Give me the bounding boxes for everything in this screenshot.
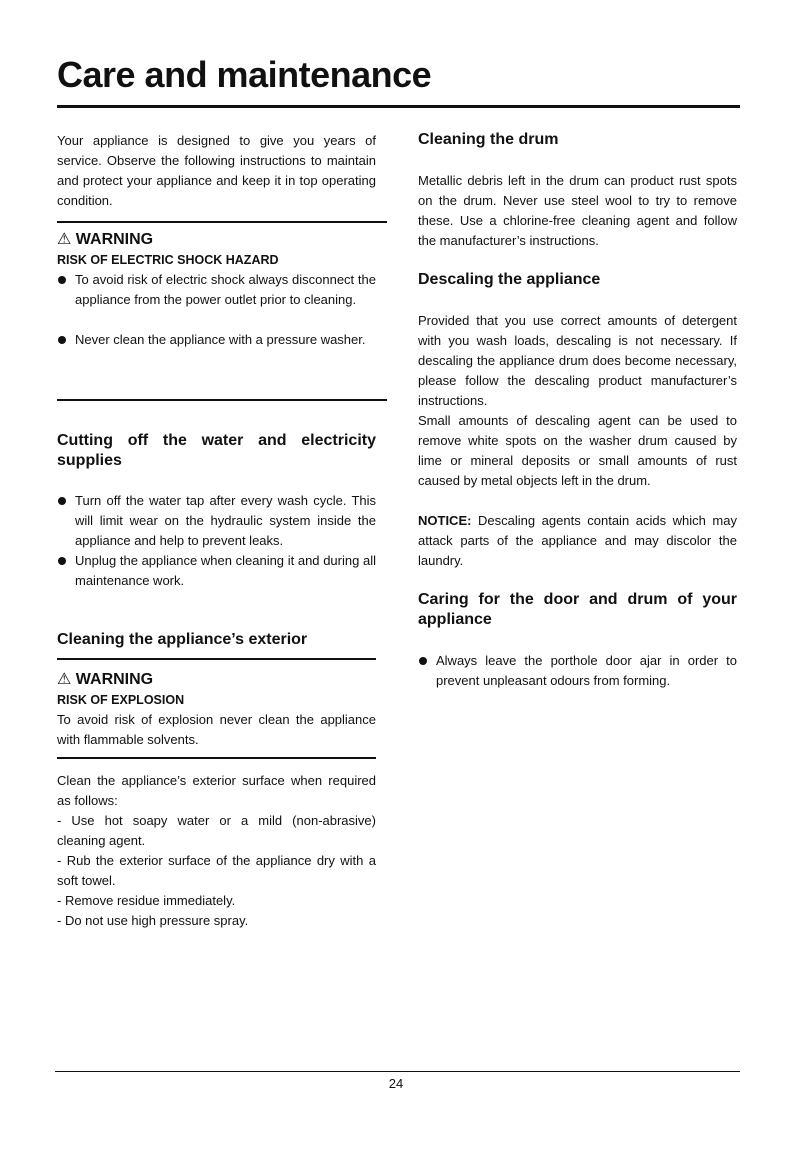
bullet-icon xyxy=(419,657,427,665)
list-item: Always leave the porthole door ajar in order to prevent unpleasant odours from forming. xyxy=(418,651,737,691)
section-heading: Cutting off the water and electricity supplies xyxy=(57,432,376,469)
warning-label: WARNING xyxy=(75,231,154,248)
warning-rule-bottom xyxy=(57,399,387,401)
notice: NOTICE: Descaling agents contain acids which may attack parts of the appliance and may discolor the laundry. xyxy=(418,513,737,568)
exterior-instructions: Clean the appliance’s exterior surface when required as follows: - Use hot soapy water or a mild (non-abrasive) cleaning agent. - Rub the exterior surface of the appliance dry with a soft towel. - Remove residue immediately. - Do not use high pressure spray. xyxy=(57,773,376,928)
bullet-icon xyxy=(58,557,66,565)
drum-paragraph: Metallic debris left in the drum can product rust spots on the drum. Never use steel wool to try to remove these. Use a chlorine-free cleaning agent and follow the manufacturer’s instructions. xyxy=(418,173,737,248)
section-heading: Cleaning the drum xyxy=(418,131,559,148)
list-item: Turn off the water tap after every wash cycle. This will limit wear on the hydraulic system inside the appliance and help to prevent leaks. xyxy=(57,491,376,551)
section-heading: Descaling the appliance xyxy=(418,271,601,288)
risk-label: RISK OF ELECTRIC SHOCK HAZARD xyxy=(57,253,279,267)
warning-rule-top xyxy=(57,221,387,223)
list-item: Unplug the appliance when cleaning it and during all maintenance work. xyxy=(57,551,376,591)
list-item: To avoid risk of electric shock always disconnect the appliance from the power outlet prior to cleaning. xyxy=(57,270,376,310)
intro-paragraph: Your appliance is designed to give you years of service. Observe the following instructions to maintain and protect your appliance and keep it in top operating condition. xyxy=(57,133,376,208)
electric-shock-warning xyxy=(57,230,376,350)
warning-triangle-icon: ⚠ xyxy=(57,671,72,688)
title-rule xyxy=(57,105,740,108)
page-number: 24 xyxy=(388,1076,404,1091)
warning-triangle-icon: ⚠ xyxy=(57,231,72,248)
bullet-icon xyxy=(58,276,66,284)
footer-rule xyxy=(55,1071,740,1072)
door-list xyxy=(418,651,737,691)
warning-rule-bottom xyxy=(57,757,376,759)
page-title: Care and maintenance xyxy=(57,54,432,95)
section-heading: Caring for the door and drum of your appliance xyxy=(418,591,737,628)
descaling-text: Provided that you use correct amounts of detergent with you wash loads, descaling is not necessary. If descaling the appliance drum does become necessary, please follow the descaling product manufacturer’s instructions. Small amounts of descaling agent can be used to remove white spots on the washer drum caused by lime or mineral deposits or small amounts of rust caused by metal objects left in the drum. NOTICE: Descaling agents contain acids which may attack parts of the appliance and may discolor the laundry. xyxy=(418,311,737,571)
cutting-list xyxy=(57,491,376,591)
list-item: Never clean the appliance with a pressure washer. xyxy=(57,330,376,350)
bullet-icon xyxy=(58,336,66,344)
explosion-warning: ⚠ WARNING RISK OF EXPLOSION To avoid risk of explosion never clean the appliance with flammable solvents. xyxy=(57,671,376,747)
warning-rule-top xyxy=(57,658,376,660)
bullet-icon xyxy=(58,497,66,505)
section-heading: Cleaning the appliance’s exterior xyxy=(57,631,308,648)
